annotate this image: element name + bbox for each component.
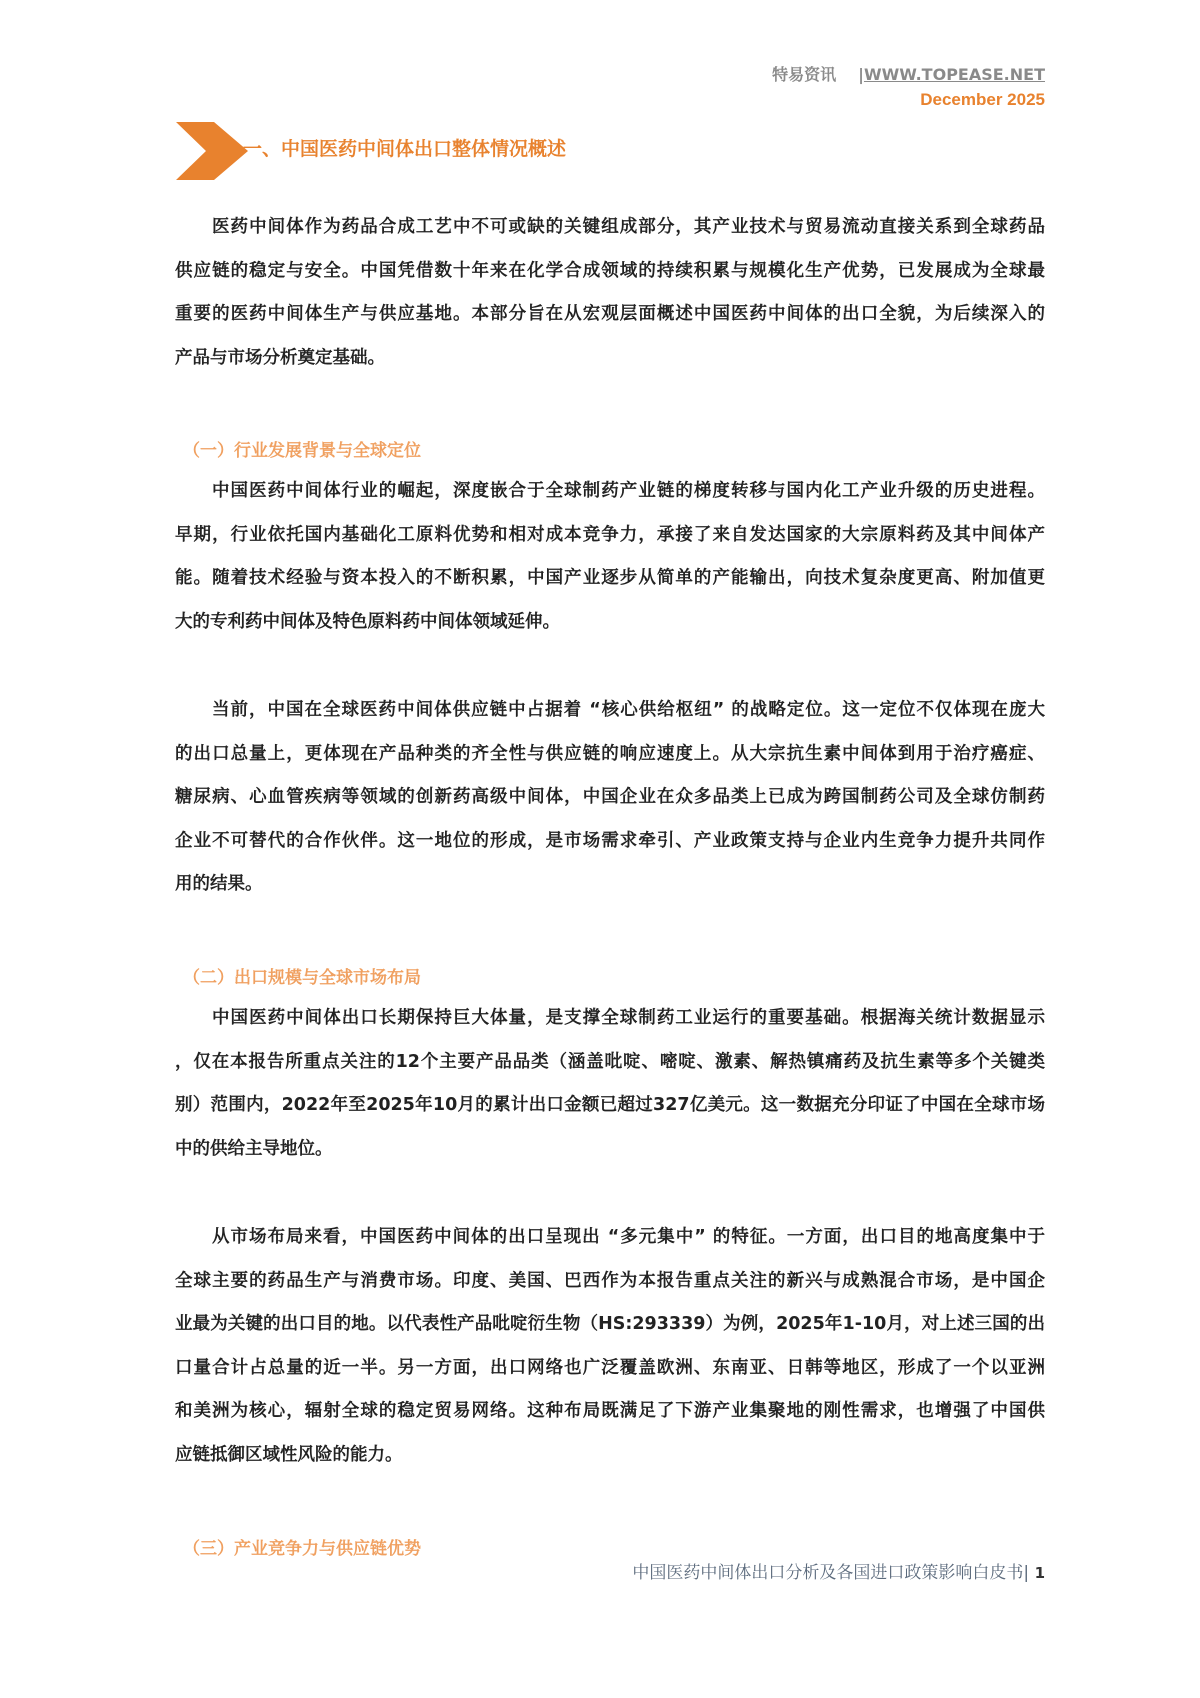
text-line: 别）范围内，2022年至2025年10月的累计出口金额已超过327亿美元。这一数据充分印证了中国在全球市场 bbox=[175, 1095, 1045, 1116]
text-line: 当前，中国在全球医药中间体供应链中占据着 “核心供给枢纽” 的战略定位。这一定位不仅体现在庞大 bbox=[212, 700, 1045, 720]
brand-name: 特易资讯 bbox=[772, 65, 837, 84]
paragraph bbox=[175, 997, 1045, 1171]
text-line: 业最为关键的出口目的地。以代表性产品吡啶衍生物（HS:293339）为例，2025年1-10月，对上述三国的出 bbox=[175, 1314, 1045, 1335]
text-line: 中国医药中间体出口长期保持巨大体量，是支撑全球制药工业运行的重要基础。根据海关统计数据显示 bbox=[212, 1008, 1045, 1028]
text-line: 用的结果。 bbox=[175, 874, 263, 895]
paragraph bbox=[175, 689, 1045, 907]
text-line: 中国医药中间体行业的崛起，深度嵌合于全球制药产业链的梯度转移与国内化工产业升级的历史进程。 bbox=[212, 481, 1045, 501]
text-line: 能。随着技术经验与资本投入的不断积累，中国产业逐步从简单的产能输出，向技术复杂度更高、附加值更 bbox=[175, 568, 1045, 589]
text-line: 医药中间体作为药品合成工艺中不可或缺的关键组成部分，其产业技术与贸易流动直接关系到全球药品 bbox=[212, 217, 1045, 237]
intro-paragraph bbox=[175, 206, 1045, 380]
header-brand bbox=[772, 62, 1045, 85]
chevron-arrow-icon bbox=[176, 122, 248, 180]
text-line: 大的专利药中间体及特色原料药中间体领域延伸。 bbox=[175, 611, 560, 632]
text-line: 产品与市场分析奠定基础。 bbox=[175, 347, 385, 368]
text-line: 早期，行业依托国内基础化工原料优势和相对成本竞争力，承接了来自发达国家的大宗原料药及其中间体产 bbox=[175, 524, 1045, 545]
header-date: December 2025 bbox=[920, 90, 1045, 109]
text-line: 从市场布局来看，中国医药中间体的出口呈现出 “多元集中” 的特征。一方面，出口目的地高度集中于 bbox=[212, 1227, 1045, 1247]
footer-doc-title: 中国医药中间体出口分析及各国进口政策影响白皮书| bbox=[632, 1563, 1030, 1583]
text-line: 全球主要的药品生产与消费市场。印度、美国、巴西作为本报告重点关注的新兴与成熟混合市场，是中国企 bbox=[175, 1270, 1045, 1291]
text-line: 和美洲为核心，辐射全球的稳定贸易网络。这种布局既满足了下游产业集聚地的刚性需求，也增强了中国供 bbox=[175, 1401, 1045, 1422]
text-line: ，仅在本报告所重点关注的12个主要产品品类（涵盖吡啶、嘧啶、激素、解热镇痛药及抗生素等多个关键类 bbox=[175, 1051, 1045, 1072]
subsection-heading-3: （三）产业竞争力与供应链优势 bbox=[183, 1539, 421, 1559]
text-line: 重要的医药中间体生产与供应基地。本部分旨在从宏观层面概述中国医药中间体的出口全貌，为后续深入的 bbox=[175, 304, 1045, 325]
text-line: 糖尿病、心血管疾病等领域的创新药高级中间体，中国企业在众多品类上已成为跨国制药公司及全球仿制药 bbox=[175, 787, 1045, 808]
text-line: 口量合计占总量的近一半。另一方面，出口网络也广泛覆盖欧洲、东南亚、日韩等地区，形成了一个以亚洲 bbox=[175, 1357, 1045, 1378]
page-number: 1 bbox=[1034, 1564, 1045, 1582]
website-link[interactable]: WWW.TOPEASE.NET bbox=[863, 65, 1045, 84]
subsection-heading-1: （一）行业发展背景与全球定位 bbox=[183, 441, 421, 461]
page-footer bbox=[632, 1558, 1045, 1583]
section-title: 一、中国医药中间体出口整体情况概述 bbox=[243, 138, 567, 160]
text-line: 供应链的稳定与安全。中国凭借数十年来在化学合成领域的持续积累与规模化生产优势，已发展成为全球最 bbox=[175, 260, 1045, 281]
text-line: 的出口总量上，更体现在产品种类的齐全性与供应链的响应速度上。从大宗抗生素中间体到用于治疗癌症、 bbox=[175, 743, 1045, 764]
paragraph bbox=[175, 1216, 1045, 1478]
text-line: 应链抵御区域性风险的能力。 bbox=[175, 1444, 403, 1465]
header-separator: | bbox=[858, 65, 864, 84]
text-line: 企业不可替代的合作伙伴。这一地位的形成，是市场需求牵引、产业政策支持与企业内生竞争力提升共同作 bbox=[175, 830, 1045, 851]
subsection-heading-2: （二）出口规模与全球市场布局 bbox=[183, 968, 421, 988]
paragraph bbox=[175, 470, 1045, 644]
text-line: 中的供给主导地位。 bbox=[175, 1138, 333, 1159]
